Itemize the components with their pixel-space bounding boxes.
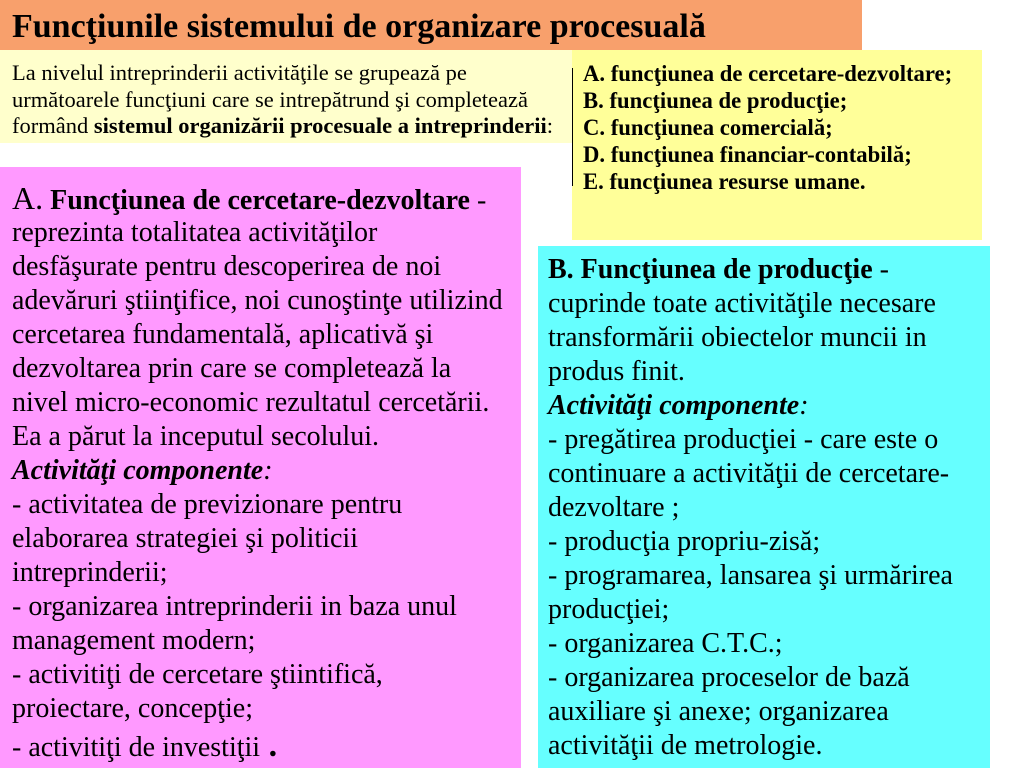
section-b-component-line: - organizarea C.T.C.;: [548, 628, 783, 659]
section-a-box: [0, 167, 521, 768]
section-b-component-line: activităţii de metrologie.: [548, 730, 823, 761]
section-a-component-line: intreprinderii;: [12, 557, 168, 588]
section-b-heading-dash: -: [872, 254, 889, 285]
section-b-components-label: [548, 389, 990, 423]
section-a-letter: A.: [12, 180, 44, 216]
section-a-component-line: management modern;: [12, 625, 256, 656]
function-list-item: E. funcţiunea resurse umane.: [583, 169, 866, 194]
function-list-item: D. funcţiunea financiar-contabilă;: [583, 142, 912, 167]
intro-line: La nivelul intreprinderii activităţile se grupează pe: [12, 60, 467, 85]
section-b-box: [538, 246, 990, 768]
section-a-description-line: reprezinta totalitatea activităţilor: [12, 217, 378, 248]
section-b-description-line: cuprinde toate activităţile necesare: [548, 288, 936, 319]
section-a-title: Funcţiunea de cercetare-dezvoltare: [50, 185, 470, 216]
section-b-heading: [548, 253, 990, 287]
function-list-item: C. funcţiunea comercială;: [583, 115, 833, 140]
section-a-description-line: cercetarea fundamentală, aplicativă şi: [12, 319, 434, 350]
section-a-last-line-end: .: [260, 727, 278, 764]
section-b-description-line: transformării obiectelor muncii in: [548, 322, 927, 353]
section-a-last-line-text: - activitiţi de investiţii: [12, 732, 261, 763]
intro-colon: :: [546, 113, 554, 138]
intro-emphasis: sistemul organizării procesuale a intreprinderii: [93, 113, 547, 138]
section-b-components-label-colon: :: [799, 390, 809, 421]
section-b-component-line: producţiei;: [548, 594, 670, 625]
section-a-heading: [12, 180, 521, 216]
section-a-description-line: dezvoltarea prin care se completează la: [12, 353, 452, 384]
section-b-component-line: - programarea, lansarea şi urmărirea: [548, 560, 953, 591]
function-list-item: A. funcţiunea de cercetare-dezvoltare;: [583, 61, 953, 86]
section-b-components-label-text: Activităţi componente: [548, 390, 800, 421]
function-list-box: [572, 50, 982, 240]
section-a-component-line: elaborarea strategiei şi politicii: [12, 523, 358, 554]
section-b-component-line: dezvoltare ;: [548, 492, 680, 523]
section-a-heading-dash: -: [469, 185, 487, 216]
intro-line-last: [12, 113, 572, 140]
section-a-description-line: Ea a părut la inceputul secolului.: [12, 421, 379, 452]
intro-box: [0, 50, 572, 143]
title-bar: [0, 0, 862, 50]
intro-prefix: formând: [12, 113, 94, 138]
function-list-item: B. funcţiunea de producţie;: [583, 88, 848, 113]
section-a-component-line: - activitatea de previzionare pentru: [12, 489, 403, 520]
section-a-last-line: [12, 726, 521, 766]
section-a-components-label: [12, 454, 521, 488]
section-b-component-line: - organizarea proceselor de bază: [548, 662, 910, 693]
section-b-component-line: auxiliare şi anexe; organizarea: [548, 696, 889, 727]
slide-title: Funcţiunile sistemului de organizare procesuală: [12, 8, 706, 45]
section-a-description-line: nivel micro-economic rezultatul cercetării.: [12, 387, 490, 418]
section-a-description-line: desfăşurate pentru descoperirea de noi: [12, 251, 442, 282]
section-a-components-label-colon: :: [263, 455, 273, 486]
section-b-component-line: - pregătirea producţiei - care este o: [548, 424, 939, 455]
section-b-component-line: continuare a activităţii de cercetare-: [548, 458, 950, 489]
section-a-component-line: - organizarea intreprinderii in baza unul: [12, 591, 457, 622]
section-a-component-line: - activitiţi de cercetare ştiintifică,: [12, 659, 383, 690]
section-b-component-line: - producţia propriu-zisă;: [548, 526, 821, 557]
list-divider-line: [572, 68, 573, 186]
section-a-components-label-text: Activităţi componente: [12, 455, 264, 486]
section-a-description-line: adevăruri ştiinţifice, noi cunoştinţe utilizind: [12, 285, 503, 316]
section-b-description-line: produs finit.: [548, 356, 685, 387]
section-b-title: B. Funcţiunea de producţie: [548, 254, 873, 285]
intro-line: următoarele funcţiuni care se intrepătrund şi completează: [12, 86, 529, 112]
section-a-component-line: proiectare, concepţie;: [12, 693, 253, 724]
